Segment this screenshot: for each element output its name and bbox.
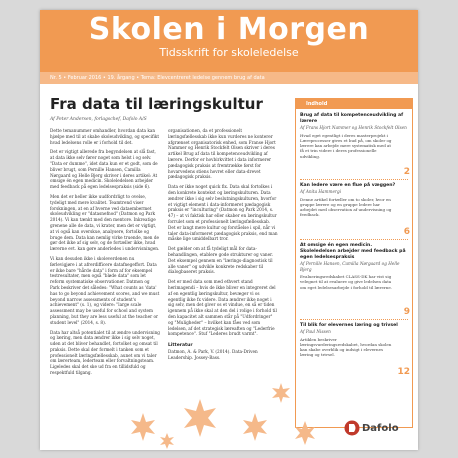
newsletter-page	[40, 10, 418, 450]
toc-item-author: Af Pernille Hansen, Camilla Nørgaard og Helle Bjerg	[300, 261, 400, 272]
toc-item-title: At omsige én egen medicin. Skoleledelsen arbejder med feedback på egen ledelsespraksis	[300, 243, 406, 260]
paragraph: Det gælder om at få tydeligt mål for data-behandlingen, etablere gode strukturer og vaner. Det eksempel gennem en "lærings-diagnostisk til alle vaner" og udvikle konkrete redskaber til dialogbaseret praksis.	[168, 246, 273, 275]
toc-item-summary: Denne artikel fortæller om to skoler, hvor en gruppe lærere og en gruppe ledere har arbejdet med observation af undervisning og feedback.	[300, 196, 392, 218]
toc-item-title: Kan ledere være en flue på væggen?	[300, 183, 396, 188]
paragraph: Data har altså potentialet til at ændre undervisning og læring, men data ændrer ikke i sig selv noget, uden at det bliver behandlet, fortolket og omsat til praksis. Dette skal der formelt i tanken som et professionelt læringsfællesskab, aunet om vi taler om lærerteam, lederteam eller forvaltningsteam. Ligeledes skal det ske ud fra en tillidsfuld og respektfuld tilgang.	[50, 329, 160, 376]
paragraph: Vi kan desuden ikke i skoleverdenen nu førlevigjøre i at afrerdifficere datafnegeffort. Data er ikke bare "hårde data" i form af for eksempel testresultater, men også "bløde data" som let reform systematiske observationer. Datmon og Park beskriver det således: "What counts as 'data' has to go beyond achievement scores, and we must beyond narrow assessments of student's achievement" (s. 1), og videre: "large scale assessment may be useful for school and system planning, but they are less useful at the teacher or student level" (2014, s. 8).	[50, 255, 160, 325]
star-decoration-icon	[180, 398, 220, 438]
literature-heading: Litteratur	[168, 343, 193, 349]
article-byline: Af Peter Andersen, forlagschef, Dafolo A/S	[50, 117, 147, 122]
contents-sidebar	[295, 98, 413, 428]
logo-text: Dafolo	[362, 423, 399, 434]
toc-item-title: Brug af data til kompetenceudvikling af lærere	[300, 113, 404, 124]
star-decoration-icon	[240, 412, 270, 442]
paragraph: Dette temanummer omhandler, hvordan data kan hjælpe med til at skabe skoleudvikling, og specifikt hvad ledelsens rolle er i forhold til det.	[50, 128, 159, 145]
toc-item-page: 9	[403, 307, 410, 317]
literature	[168, 343, 278, 361]
toc-item-page: 2	[403, 167, 410, 177]
paragraph: Men det er heller ikke uudfordrligt to ovelse, tydeligt med mere kvalitet. Teamtrend viser forskningen, at en af hverne ved dataembermet skoleudvikling er "datasnefnod" (Datmon og Park 2014). Vi kan tænkt med den mentore. Inkreatige grenene alle de data, vi krater, men det er vigtigt, at vi også kan overskue, analysere, fortolke og bruge dem. Data kan nemlig virke truende, men de gør det ikke af sig selv, og de fortæller ikke, hvad lærerne evt. kan gøre anderledes i undervisningen.	[50, 193, 160, 252]
article-column-2	[168, 128, 278, 361]
toc-item-author: Af Frans Hjort Nammer og Henrik Stockfelt Olsen	[300, 125, 407, 130]
star-decoration-icon	[270, 382, 292, 404]
toc-item[interactable]	[300, 113, 408, 159]
star-decoration-icon	[292, 420, 318, 446]
literature-text: Datmon, A. & Park, V. (2014). Data-Driven Leadership. Jossey-Bass.	[168, 349, 258, 360]
divider	[300, 239, 408, 240]
toc-item[interactable]	[300, 243, 408, 290]
publisher-logo	[340, 418, 410, 440]
article-column-1	[50, 128, 160, 380]
toc-item-author: Af Anita Hammergi	[300, 189, 341, 194]
divider	[300, 179, 408, 180]
star-decoration-icon	[158, 432, 176, 450]
masthead	[40, 10, 418, 72]
divider	[300, 319, 408, 320]
toc-item-author: Af Paul Nissen	[300, 329, 331, 334]
paragraph: Data er ikke noget quick fix. Data skal fortolkes i den konkrete kontekst og læringskulturen. Data ændrer ikke i sig selv beslutningskulturen, hvorfor et vigtigt element i data-informeret pædagogisk praksis er "inculturing" (Datmon og Park 2014, s. 47) – at vi faktisk har eller skaber en læringskultur forrulet som et professionelt læringsfællesskab. Det er langt mere kultur og forståelse i spil, når vi taler data-informeret pædagogisk praksis, end man måske lige umiddelbart tror.	[168, 184, 278, 242]
dafolo-logo-icon	[344, 420, 360, 436]
toc-item-page: 6	[403, 227, 410, 237]
toc-item-title: Til blik for elevernes læring og trivsel	[300, 323, 398, 328]
contents-header	[296, 99, 412, 109]
toc-item[interactable]	[300, 323, 408, 358]
star-decoration-icon	[128, 412, 158, 442]
toc-item-summary: Evalueringsredskabet CLASS-DK har vist sig velegnet til at evaluere og give ledelsen data om eget ledelsesarbejde i forhold til lærerne.	[300, 274, 392, 290]
issue-bar	[40, 72, 418, 84]
paragraph: organisationen, da et professionelt læringsfællesskab ikke kun vurderes ne konterer afgrænset organisatorisk enhed, som Franse Hjort Nammer og Henrik Stockfelt Olsen skriver i deres artikel Brug af data til kompetenceudvikling af lærere. Derfor er hovbirkvittet i data informerer pædagogisk praksis at fremtrække først for hovarvedens stiens hovret eller data-drevet pædagogisk praksis.	[168, 128, 276, 180]
toc-item-page: 12	[397, 367, 410, 377]
toc-item-summary: Artiklen beskriver læringsvurderingsredskabet, hvordan skolen kan skabe overblik og indsigt i elevernes læring og trivsel.	[300, 336, 392, 358]
toc-item[interactable]	[300, 183, 408, 218]
paragraph: Det er vigtigt allerede fra begyndelsen at slå fast, at data ikke selv fører noget som helst i og selv. "Data er dumme", idet data kun er et godt, som de bliver brugt, som Pernille Hansen, Camilla Nørgaard og Helle Bjerg skriver i deres artikel: At omsige én egen medicin. Skoleledelsen arbejder med feedback på egen ledelsespraksis (side 6).	[50, 149, 158, 190]
toc-item-summary: Hvad eget egentligt i deres masterprojekt i Læreprocesser gives et bud på, om skoler og lærere kan arbejde mere systematisk med at få et trin videre i deres professionelle udvikling.	[300, 132, 392, 159]
issue-line: Nr. 5 • Februar 2016 • 19. årgang • Tema: Elevcentreret ledelse gennem brug af data	[50, 75, 265, 81]
paragraph: Det er med data som med ethvert stand herimagendi – hvis de ikke bliver en integreret del af en egentlig læringskultur, bevæger vi os egentlig ikke fx videre. Data ændrer ikke noget i sig selv, men det giver os et vindue, en så er tiden igennem på ikke skal at den del i rolige i forhold til den kapacitet alt sammen står på "Udfordringer" og "Muligheder" – hvilket kan fåes ved som ledelsen, af det strategisk læreaften og "Lederfrie kompetence". Stuf "Lederes brudt varmt".	[168, 279, 277, 337]
contents-heading: Indhold	[306, 101, 328, 107]
article-title: Fra data til læringskultur	[50, 95, 263, 113]
masthead-subtitle: Tidsskrift for skoleledelse	[159, 46, 299, 59]
masthead-title: Skolen i Morgen	[88, 12, 370, 47]
